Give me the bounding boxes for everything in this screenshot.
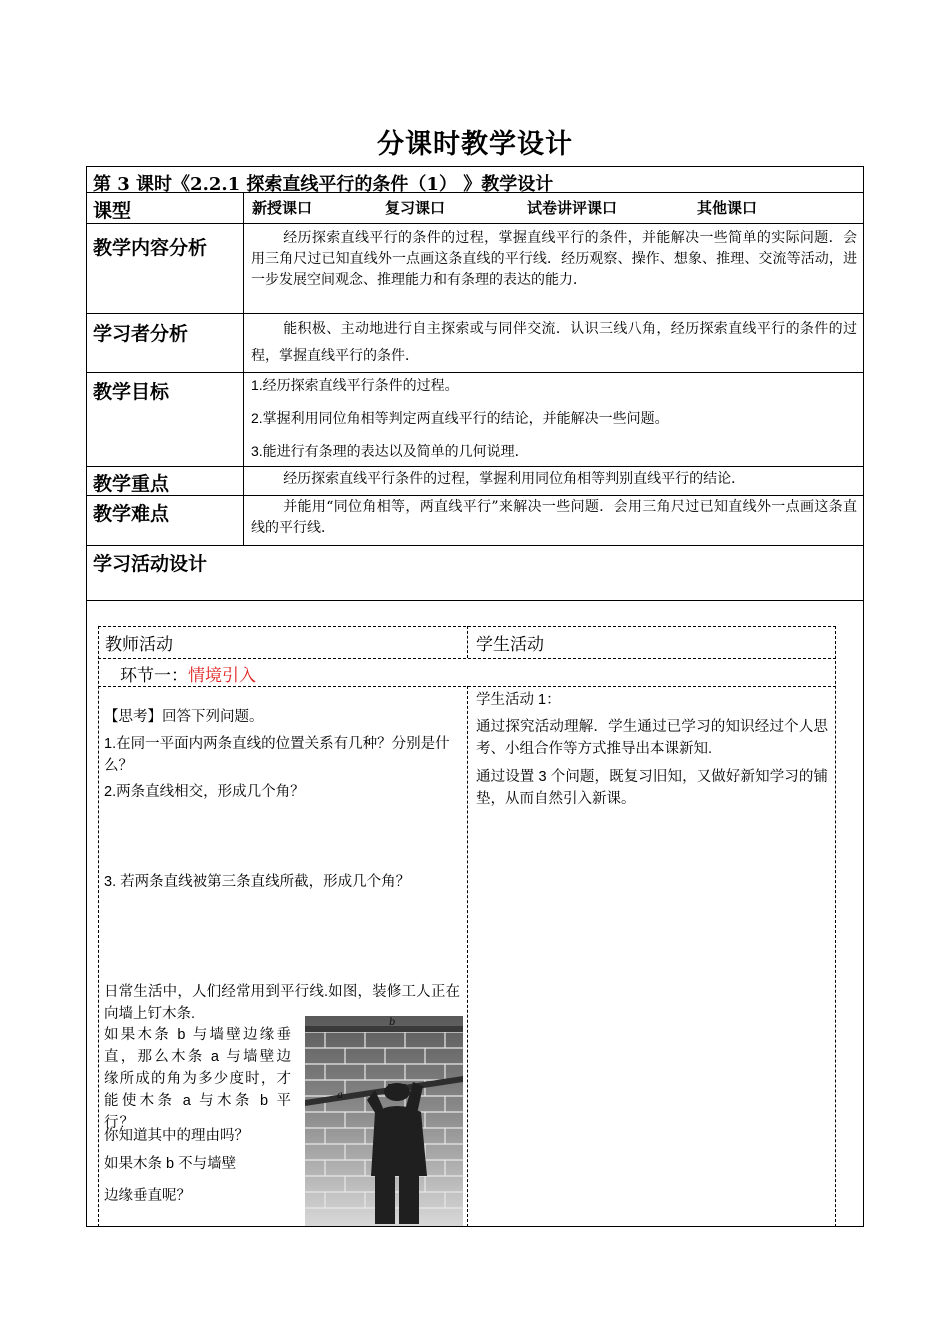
lesson-type-option-new[interactable]: 新授课口: [252, 199, 313, 217]
scene-question: 如果木条 b 与墙壁边缘垂直，那么木条 a 与墙壁边缘所成的角为多少度时，才能使木条 a 与木条 b 平行？: [104, 1027, 292, 1131]
worker-wall-photo: [305, 1016, 463, 1226]
lesson-plan-table: [86, 166, 864, 1227]
student-activity-paragraph-1: 通过探究活动理解．学生通过已学习的知识经过个人思考、小组合作等方式推导出本课新知.: [476, 719, 828, 757]
label-a: a: [337, 1090, 343, 1101]
lesson-type-label: 课型: [93, 200, 132, 222]
worker-wall-illustration: [305, 1016, 463, 1226]
row-divider: [87, 466, 863, 467]
question-1: 1.在同一平面内两条直线的位置关系有几种？分别是什么？: [104, 736, 450, 774]
learner-analysis-text: 能积极、主动地进行自主探索或与同伴交流．认识三线八角，经历探索直线平行的条件的过程，掌握直线平行的条件．: [251, 321, 857, 364]
content-analysis-label: 教学内容分析: [93, 237, 208, 259]
objectives-label: 教学目标: [93, 381, 170, 403]
lesson-title: 第 3 课时《2.2.1 探索直线平行的条件（1） 》教学设计: [93, 174, 554, 195]
difficulties-text: 并能用“同位角相等，两直线平行”来解决一些问题．会用三角尺过已知直线外一点画这条直线的平行线．: [251, 499, 857, 536]
dashed-divider: [835, 626, 836, 1227]
row-divider: [87, 223, 863, 224]
label-b: b: [389, 1017, 396, 1028]
section-title: 情境引入: [188, 666, 256, 685]
student-activity-paragraph-2: 通过设置 3 个问题，既复习旧知，又做好新知学习的铺垫，从而自然引入新课。: [476, 769, 828, 807]
row-divider: [87, 313, 863, 314]
objectives-list: [251, 373, 857, 463]
lesson-type-option-other[interactable]: 其他课口: [697, 199, 758, 217]
student-activity-header: 学生活动: [476, 635, 544, 654]
scene-intro: 日常生活中，人们经常用到平行线.如图，装修工人正在向墙上钉木条.: [104, 984, 460, 1022]
section-prefix: 环节一：: [120, 666, 188, 685]
key-points-label: 教学重点: [93, 473, 170, 495]
question-2: 2.两条直线相交，形成几个角？: [104, 784, 305, 800]
row-divider: [87, 600, 863, 601]
think-prompt: 【思考】回答下列问题。: [104, 709, 264, 725]
lesson-type-option-review[interactable]: 复习课口: [385, 199, 446, 217]
col-divider: [243, 466, 244, 495]
activity-table: [98, 626, 836, 1227]
not-perpendicular-question-2: 边缘垂直呢？: [104, 1188, 191, 1204]
lesson-type-option-exam[interactable]: 试卷讲评课口: [527, 199, 618, 217]
key-points-text: 经历探索直线平行条件的过程，掌握利用同位角相等判别直线平行的结论．: [283, 471, 746, 487]
col-divider: [243, 313, 244, 372]
student-activity-title: 学生活动 1：: [476, 692, 561, 708]
question-3: 3. 若两条直线被第三条直线所截，形成几个角？: [104, 874, 411, 890]
wood-strip-b: [305, 1026, 463, 1032]
page-title: 分课时教学设计: [377, 129, 573, 160]
col-divider: [243, 372, 244, 466]
row-divider: [87, 495, 863, 496]
section-heading: [120, 661, 256, 686]
dashed-divider: [467, 686, 468, 1227]
dashed-divider: [467, 626, 468, 658]
dashed-divider: [98, 626, 99, 1227]
row-divider: [87, 545, 863, 546]
why-question: 你知道其中的理由吗？: [104, 1128, 249, 1144]
not-perpendicular-question: 如果木条 b 不与墙壁: [104, 1156, 237, 1172]
teacher-activity-header: 教师活动: [105, 635, 173, 654]
dashed-divider: [98, 658, 836, 659]
objective-item: 1.经历探索直线平行条件的过程。: [251, 377, 459, 393]
content-analysis-text: 经历探索直线平行的条件的过程，掌握直线平行的条件，并能解决一些简单的实际问题．会用三角尺过已知直线外一点画这条直线的平行线．经历观察、操作、想象、推理、交流等活动，进一步发展空间观念、推理能力和有条理的表达的能力．: [251, 230, 857, 288]
col-divider: [243, 495, 244, 545]
col-divider: [243, 223, 244, 313]
objective-item: 3.能进行有条理的表达以及简单的几何说理．: [251, 443, 529, 459]
col-divider: [243, 192, 244, 223]
learner-analysis-label: 学习者分析: [93, 323, 189, 345]
objective-item: 2.掌握利用同位角相等判定两直线平行的结论，并能解决一些问题。: [251, 410, 669, 426]
difficulties-label: 教学难点: [93, 503, 170, 525]
activity-design-label: 学习活动设计: [93, 553, 208, 575]
